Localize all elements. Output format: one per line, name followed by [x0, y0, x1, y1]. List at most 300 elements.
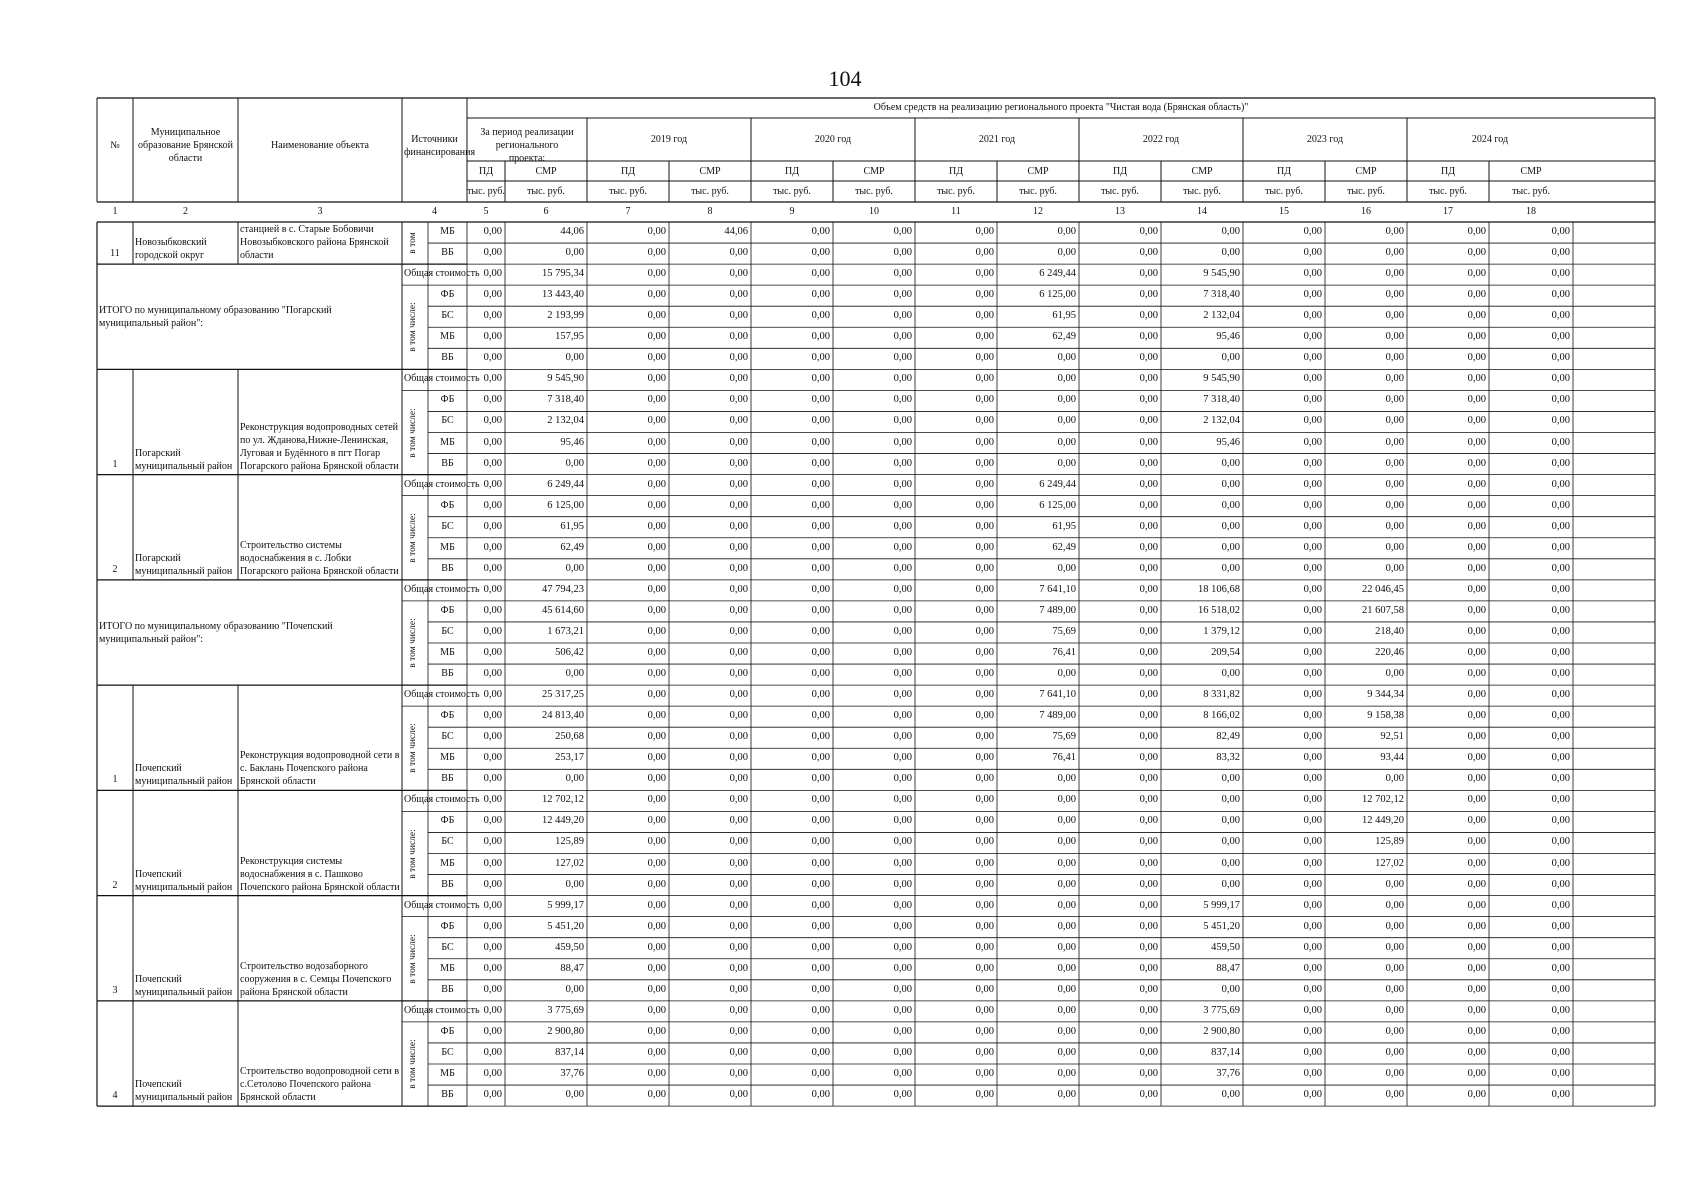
amount-cell: 0,00: [1303, 394, 1322, 406]
column-number: 9: [789, 206, 795, 217]
object-name: Реконструкция водопроводной сети в с. Баклань Почепского района Брянской области: [240, 750, 400, 788]
column-number: 17: [1443, 206, 1453, 217]
amount-cell: 0,00: [1221, 1089, 1240, 1101]
amount-cell: 5 999,17: [1203, 899, 1240, 911]
source-code: ВБ: [441, 1089, 454, 1101]
amount-cell: 0,00: [1303, 962, 1322, 974]
column-number: 2: [183, 206, 188, 217]
amount-cell: 0,00: [483, 541, 502, 553]
amount-cell: 0,00: [729, 394, 748, 406]
amount-cell: 0,00: [1467, 647, 1486, 658]
including-label: в том числе:: [407, 828, 418, 879]
amount-cell: 0,00: [1139, 794, 1158, 806]
source-code: МБ: [440, 541, 455, 553]
amount-cell: 0,00: [893, 668, 912, 680]
amount-cell: 0,00: [1385, 941, 1404, 953]
amount-cell: 0,00: [729, 1004, 748, 1016]
amount-cell: 6 125,00: [1039, 499, 1076, 511]
column-number: 7: [625, 206, 631, 217]
amount-cell: 0,00: [729, 1025, 748, 1037]
amount-cell: 92,51: [1380, 731, 1404, 743]
amount-cell: 0,00: [1551, 352, 1570, 364]
amount-cell: 0,00: [1551, 899, 1570, 911]
amount-cell: 0,00: [975, 815, 994, 827]
amount-cell: 0,00: [811, 920, 830, 932]
amount-cell: 0,00: [1385, 226, 1404, 237]
amount-cell: 0,00: [1551, 226, 1570, 237]
including-label: в том числе:: [407, 723, 418, 774]
amount-cell: 2 132,04: [1203, 415, 1240, 427]
amount-cell: 0,00: [1139, 457, 1158, 469]
amount-cell: 0,00: [483, 794, 502, 806]
amount-cell: 0,00: [1057, 920, 1076, 932]
amount-cell: 0,00: [1139, 436, 1158, 448]
amount-cell: 0,00: [811, 752, 830, 764]
amount-cell: 0,00: [975, 373, 994, 385]
amount-cell: 0,00: [1551, 857, 1570, 869]
amount-cell: 0,00: [1551, 752, 1570, 764]
amount-cell: 0,00: [483, 583, 502, 595]
amount-cell: 0,00: [1303, 1068, 1322, 1079]
amount-cell: 0,00: [1057, 1004, 1076, 1016]
amount-cell: 0,00: [1057, 1025, 1076, 1037]
amount-cell: 0,00: [1385, 920, 1404, 932]
amount-cell: 0,00: [483, 268, 502, 280]
header-smr: СМР: [535, 166, 557, 177]
amount-cell: 0,00: [729, 625, 748, 637]
object-number: 2: [112, 563, 118, 575]
header-unit: тыс. руб.: [855, 186, 893, 197]
amount-cell: 0,00: [811, 941, 830, 953]
amount-cell: 7 318,40: [547, 394, 584, 406]
source-code: ВБ: [441, 457, 454, 469]
column-number: 16: [1361, 206, 1371, 217]
amount-cell: 0,00: [1221, 352, 1240, 364]
amount-cell: 45 614,60: [542, 604, 584, 616]
source-code: МБ: [440, 226, 455, 237]
amount-cell: 0,00: [975, 520, 994, 532]
total-cost-label: Общая стоимость: [404, 794, 480, 806]
amount-cell: 0,00: [1551, 878, 1570, 890]
header-unit: тыс. руб.: [1101, 186, 1139, 197]
amount-cell: 0,00: [729, 836, 748, 848]
column-number: 3: [317, 206, 323, 217]
amount-cell: 0,00: [1551, 625, 1570, 637]
amount-cell: 25 317,25: [542, 689, 584, 701]
amount-cell: 0,00: [565, 668, 584, 680]
amount-cell: 0,00: [975, 752, 994, 764]
amount-cell: 0,00: [893, 478, 912, 490]
amount-cell: 0,00: [647, 815, 666, 827]
amount-cell: 0,00: [1139, 289, 1158, 301]
amount-cell: 0,00: [975, 878, 994, 890]
amount-cell: 2 900,80: [1203, 1025, 1240, 1037]
amount-cell: 0,00: [647, 1046, 666, 1058]
amount-cell: 0,00: [1139, 562, 1158, 574]
header-unit: тыс. руб.: [937, 186, 975, 197]
amount-cell: 0,00: [647, 268, 666, 280]
amount-cell: 0,00: [1139, 478, 1158, 490]
amount-cell: 0,00: [1467, 1046, 1486, 1058]
amount-cell: 0,00: [1303, 520, 1322, 532]
header-no: №: [110, 140, 120, 151]
amount-cell: 0,00: [811, 499, 830, 511]
amount-cell: 209,54: [1211, 647, 1240, 658]
amount-cell: 0,00: [975, 899, 994, 911]
amount-cell: 0,00: [647, 962, 666, 974]
column-number: 1: [112, 206, 118, 217]
amount-cell: 0,00: [1551, 373, 1570, 385]
amount-cell: 12 449,20: [542, 815, 584, 827]
amount-cell: 0,00: [975, 941, 994, 953]
amount-cell: 0,00: [729, 583, 748, 595]
amount-cell: 0,00: [647, 1025, 666, 1037]
header-smr: СМР: [863, 166, 885, 177]
amount-cell: 0,00: [811, 541, 830, 553]
amount-cell: 0,00: [1303, 226, 1322, 237]
amount-cell: 95,46: [1216, 331, 1240, 343]
amount-cell: 0,00: [975, 457, 994, 469]
amount-cell: 0,00: [811, 478, 830, 490]
source-code: ВБ: [441, 562, 454, 574]
total-cost-label: Общая стоимость: [404, 373, 480, 385]
amount-cell: 0,00: [647, 710, 666, 722]
object-number: 11: [110, 248, 120, 260]
header-unit: тыс. руб.: [1183, 186, 1221, 197]
amount-cell: 0,00: [729, 268, 748, 280]
source-code: МБ: [440, 962, 455, 974]
amount-cell: 0,00: [811, 352, 830, 364]
amount-cell: 0,00: [483, 1046, 502, 1058]
amount-cell: 0,00: [975, 689, 994, 701]
amount-cell: 0,00: [729, 794, 748, 806]
amount-cell: 62,49: [560, 541, 584, 553]
object-municipality: Почепский муниципальный район: [135, 763, 233, 788]
amount-cell: 0,00: [647, 499, 666, 511]
source-code: БС: [441, 415, 454, 427]
header-pd: ПД: [1440, 166, 1456, 177]
amount-cell: 0,00: [893, 604, 912, 616]
amount-cell: 0,00: [483, 983, 502, 995]
amount-cell: 0,00: [1467, 604, 1486, 616]
amount-cell: 0,00: [1303, 815, 1322, 827]
amount-cell: 0,00: [1303, 478, 1322, 490]
amount-cell: 0,00: [1057, 562, 1076, 574]
amount-cell: 0,00: [1139, 268, 1158, 280]
amount-cell: 157,95: [555, 331, 584, 343]
amount-cell: 0,00: [565, 247, 584, 259]
source-code: БС: [441, 731, 454, 743]
source-code: БС: [441, 520, 454, 532]
amount-cell: 0,00: [729, 941, 748, 953]
amount-cell: 7 318,40: [1203, 289, 1240, 301]
amount-cell: 0,00: [483, 731, 502, 743]
amount-cell: 0,00: [1221, 226, 1240, 237]
total-cost-label: Общая стоимость: [404, 689, 480, 701]
amount-cell: 0,00: [975, 668, 994, 680]
amount-cell: 61,95: [1052, 310, 1076, 322]
amount-cell: 8 166,02: [1203, 710, 1240, 722]
amount-cell: 0,00: [729, 604, 748, 616]
amount-cell: 47 794,23: [542, 583, 584, 595]
amount-cell: 0,00: [975, 794, 994, 806]
amount-cell: 0,00: [1057, 878, 1076, 890]
amount-cell: 0,00: [1303, 668, 1322, 680]
amount-cell: 0,00: [1467, 857, 1486, 869]
header-period: За период реализации регионального проекта:: [480, 127, 574, 164]
amount-cell: 0,00: [483, 373, 502, 385]
object-name: Реконструкция водопроводных сетей по ул. Жданова,Нижне-Ленинская, Луговая и Будённого в пгт Погар Погарского района Брянской области: [240, 421, 399, 472]
amount-cell: 0,00: [1139, 415, 1158, 427]
amount-cell: 0,00: [811, 773, 830, 785]
amount-cell: 0,00: [1057, 899, 1076, 911]
amount-cell: 0,00: [1221, 983, 1240, 995]
amount-cell: 0,00: [1057, 1046, 1076, 1058]
amount-cell: 0,00: [729, 668, 748, 680]
amount-cell: 0,00: [975, 1089, 994, 1101]
amount-cell: 12 449,20: [1362, 815, 1404, 827]
column-number: 4: [432, 206, 437, 217]
amount-cell: 22 046,45: [1362, 583, 1404, 595]
amount-cell: 0,00: [483, 836, 502, 848]
amount-cell: 0,00: [1385, 773, 1404, 785]
amount-cell: 12 702,12: [542, 794, 584, 806]
amount-cell: 0,00: [811, 878, 830, 890]
amount-cell: 0,00: [483, 920, 502, 932]
amount-cell: 9 158,38: [1367, 710, 1404, 722]
source-code: БС: [441, 836, 454, 848]
amount-cell: 0,00: [1551, 1068, 1570, 1079]
amount-cell: 6 125,00: [547, 499, 584, 511]
amount-cell: 0,00: [893, 499, 912, 511]
source-code: МБ: [440, 752, 455, 764]
including-label: в том: [407, 232, 418, 254]
source-code: ВБ: [441, 352, 454, 364]
header-object-name: Наименование объекта: [271, 140, 369, 151]
amount-cell: 0,00: [647, 878, 666, 890]
amount-cell: 0,00: [1551, 436, 1570, 448]
amount-cell: 253,17: [555, 752, 584, 764]
header-period: 2020 год: [814, 134, 852, 145]
amount-cell: 0,00: [483, 1068, 502, 1079]
including-label: в том числе:: [407, 512, 418, 563]
amount-cell: 0,00: [729, 436, 748, 448]
amount-cell: 0,00: [975, 773, 994, 785]
amount-cell: 0,00: [1551, 268, 1570, 280]
amount-cell: 0,00: [647, 310, 666, 322]
amount-cell: 0,00: [729, 352, 748, 364]
column-number: 13: [1115, 206, 1125, 217]
amount-cell: 0,00: [1551, 310, 1570, 322]
amount-cell: 0,00: [1139, 310, 1158, 322]
header-pd: ПД: [784, 166, 800, 177]
amount-cell: 0,00: [1139, 1025, 1158, 1037]
amount-cell: 0,00: [975, 415, 994, 427]
amount-cell: 0,00: [483, 710, 502, 722]
amount-cell: 0,00: [1467, 920, 1486, 932]
amount-cell: 0,00: [1467, 478, 1486, 490]
amount-cell: 0,00: [893, 520, 912, 532]
amount-cell: 0,00: [647, 773, 666, 785]
amount-cell: 0,00: [1057, 857, 1076, 869]
amount-cell: 0,00: [1467, 289, 1486, 301]
amount-cell: 0,00: [483, 941, 502, 953]
amount-cell: 0,00: [1303, 289, 1322, 301]
amount-cell: 0,00: [1467, 1089, 1486, 1101]
total-cost-label: Общая стоимость: [404, 899, 480, 911]
column-number: 8: [707, 206, 713, 217]
source-code: БС: [441, 310, 454, 322]
object-number: 1: [112, 774, 118, 786]
amount-cell: 0,00: [1551, 583, 1570, 595]
amount-cell: 0,00: [565, 983, 584, 995]
amount-cell: 0,00: [1303, 436, 1322, 448]
amount-cell: 0,00: [893, 773, 912, 785]
amount-cell: 0,00: [729, 773, 748, 785]
amount-cell: 0,00: [1303, 1089, 1322, 1101]
amount-cell: 0,00: [811, 268, 830, 280]
amount-cell: 0,00: [1139, 331, 1158, 343]
amount-cell: 0,00: [647, 794, 666, 806]
amount-cell: 0,00: [1139, 941, 1158, 953]
amount-cell: 0,00: [1385, 541, 1404, 553]
amount-cell: 0,00: [1385, 289, 1404, 301]
amount-cell: 0,00: [1303, 541, 1322, 553]
amount-cell: 0,00: [1139, 499, 1158, 511]
amount-cell: 0,00: [483, 562, 502, 574]
amount-cell: 0,00: [1467, 815, 1486, 827]
amount-cell: 2 900,80: [547, 1025, 584, 1037]
amount-cell: 0,00: [811, 731, 830, 743]
amount-cell: 0,00: [1385, 478, 1404, 490]
amount-cell: 2 132,04: [1203, 310, 1240, 322]
amount-cell: 0,00: [1303, 373, 1322, 385]
amount-cell: 0,00: [1221, 562, 1240, 574]
amount-cell: 6 249,44: [1039, 268, 1076, 280]
amount-cell: 0,00: [1303, 647, 1322, 658]
amount-cell: 0,00: [483, 415, 502, 427]
amount-cell: 0,00: [1467, 373, 1486, 385]
column-number: 14: [1197, 206, 1207, 217]
amount-cell: 0,00: [1467, 836, 1486, 848]
amount-cell: 9 545,90: [547, 373, 584, 385]
amount-cell: 0,00: [1385, 983, 1404, 995]
amount-cell: 0,00: [1551, 1004, 1570, 1016]
amount-cell: 0,00: [647, 478, 666, 490]
header-unit: тыс. руб.: [1512, 186, 1550, 197]
header-pd: ПД: [1276, 166, 1292, 177]
column-number: 18: [1526, 206, 1536, 217]
amount-cell: 0,00: [647, 247, 666, 259]
amount-cell: 0,00: [1303, 752, 1322, 764]
amount-cell: 0,00: [811, 289, 830, 301]
amount-cell: 0,00: [1057, 815, 1076, 827]
amount-cell: 0,00: [729, 1089, 748, 1101]
amount-cell: 0,00: [1139, 247, 1158, 259]
amount-cell: 459,50: [555, 941, 584, 953]
amount-cell: 0,00: [1303, 857, 1322, 869]
source-code: ФБ: [440, 604, 455, 616]
header-unit: тыс. руб.: [691, 186, 729, 197]
amount-cell: 0,00: [811, 899, 830, 911]
amount-cell: 0,00: [1467, 562, 1486, 574]
object-name: Реконструкция системы водоснабжения в с. Пашково Почепского района Брянской области: [240, 855, 400, 893]
amount-cell: 0,00: [1057, 836, 1076, 848]
amount-cell: 0,00: [483, 1025, 502, 1037]
amount-cell: 0,00: [1385, 1046, 1404, 1058]
amount-cell: 0,00: [811, 331, 830, 343]
amount-cell: 0,00: [893, 836, 912, 848]
amount-cell: 0,00: [1139, 604, 1158, 616]
amount-cell: 0,00: [975, 247, 994, 259]
amount-cell: 0,00: [1551, 247, 1570, 259]
amount-cell: 7 318,40: [1203, 394, 1240, 406]
amount-cell: 0,00: [647, 583, 666, 595]
amount-cell: 0,00: [483, 394, 502, 406]
amount-cell: 0,00: [975, 1025, 994, 1037]
amount-cell: 0,00: [1385, 373, 1404, 385]
total-cost-label: Общая стоимость: [404, 478, 480, 490]
amount-cell: 6 249,44: [1039, 478, 1076, 490]
amount-cell: 75,69: [1052, 731, 1076, 743]
amount-cell: 0,00: [1057, 436, 1076, 448]
amount-cell: 9 545,90: [1203, 268, 1240, 280]
amount-cell: 2 193,99: [547, 310, 584, 322]
amount-cell: 0,00: [811, 1089, 830, 1101]
amount-cell: 0,00: [647, 457, 666, 469]
amount-cell: 0,00: [483, 331, 502, 343]
amount-cell: 0,00: [893, 899, 912, 911]
amount-cell: 0,00: [1467, 436, 1486, 448]
amount-cell: 0,00: [1057, 1089, 1076, 1101]
amount-cell: 0,00: [893, 1068, 912, 1079]
page-number: 104: [828, 66, 862, 91]
amount-cell: 0,00: [893, 878, 912, 890]
amount-cell: 0,00: [1057, 962, 1076, 974]
amount-cell: 0,00: [893, 541, 912, 553]
amount-cell: 0,00: [975, 625, 994, 637]
amount-cell: 0,00: [1303, 836, 1322, 848]
column-number: 15: [1279, 206, 1289, 217]
amount-cell: 0,00: [1551, 815, 1570, 827]
amount-cell: 0,00: [647, 941, 666, 953]
amount-cell: 3 775,69: [1203, 1004, 1240, 1016]
amount-cell: 16 518,02: [1198, 604, 1240, 616]
amount-cell: 0,00: [1551, 647, 1570, 658]
amount-cell: 15 795,34: [542, 268, 584, 280]
amount-cell: 0,00: [647, 226, 666, 237]
amount-cell: 0,00: [1139, 1068, 1158, 1079]
amount-cell: 0,00: [811, 962, 830, 974]
header-unit: тыс. руб.: [527, 186, 565, 197]
amount-cell: 0,00: [1467, 731, 1486, 743]
amount-cell: 0,00: [1221, 541, 1240, 553]
amount-cell: 0,00: [483, 878, 502, 890]
amount-cell: 0,00: [1057, 941, 1076, 953]
amount-cell: 0,00: [1303, 878, 1322, 890]
amount-cell: 0,00: [1303, 1004, 1322, 1016]
amount-cell: 2 132,04: [547, 415, 584, 427]
header-period: 2023 год: [1306, 134, 1344, 145]
amount-cell: 0,00: [811, 373, 830, 385]
amount-cell: 0,00: [811, 415, 830, 427]
amount-cell: 0,00: [893, 394, 912, 406]
amount-cell: 0,00: [1551, 331, 1570, 343]
amount-cell: 44,06: [560, 226, 584, 237]
amount-cell: 0,00: [647, 731, 666, 743]
amount-cell: 0,00: [811, 310, 830, 322]
total-cost-label: Общая стоимость: [404, 268, 480, 280]
